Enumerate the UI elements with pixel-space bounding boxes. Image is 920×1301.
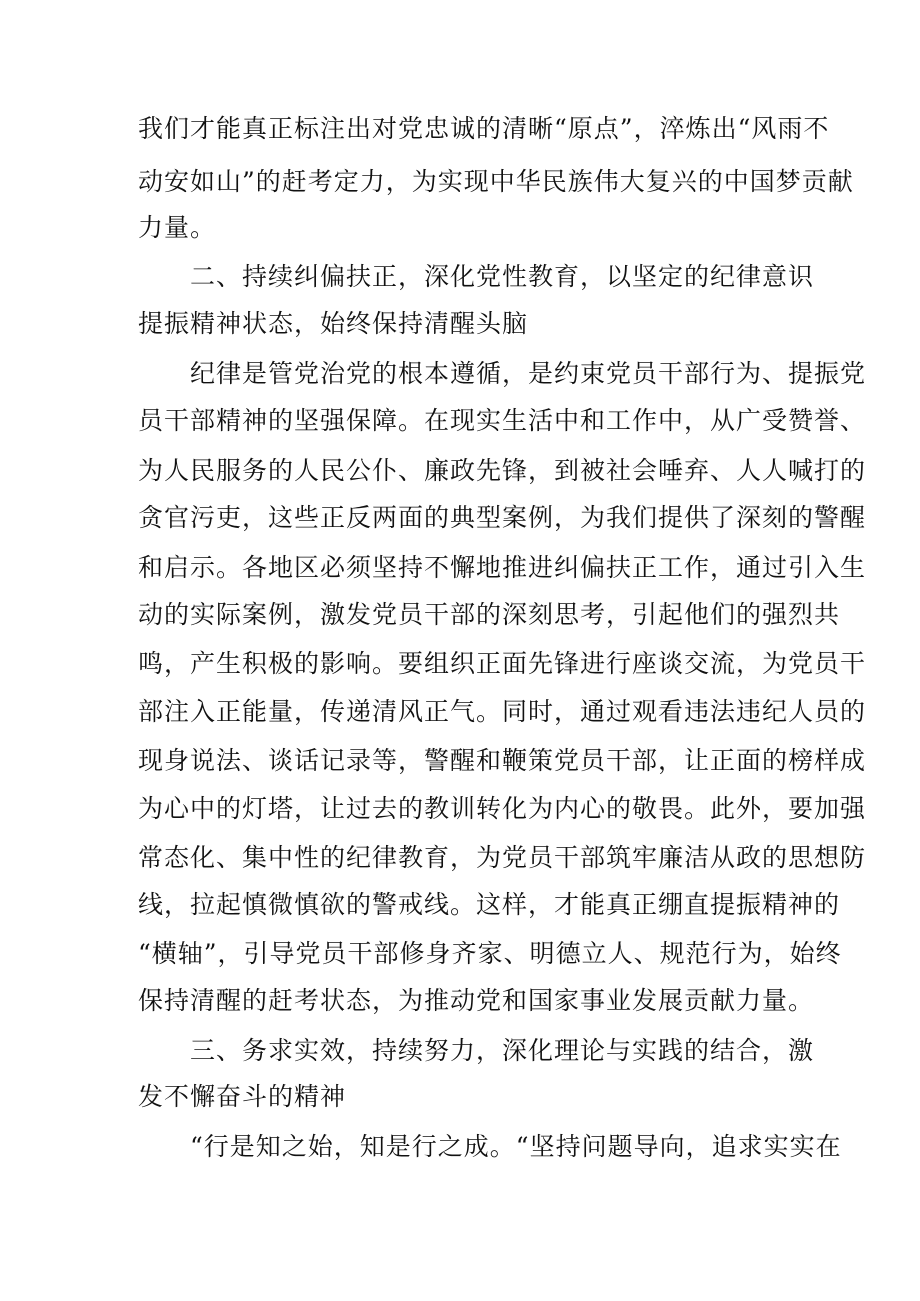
section-heading-continued: 提振精神状态，始终保持清醒头脑 bbox=[138, 309, 529, 338]
text-line: 力量。 bbox=[138, 213, 217, 242]
section-heading-continued: 发不懈奋斗的精神 bbox=[138, 1082, 347, 1111]
text-line: 常态化、集中性的纪律教育，为党员干部筑牢廉洁从政的思想防 bbox=[138, 843, 867, 872]
paragraph-start: “行是知之始，知是行之成。“坚持问题导向，追求实实在 bbox=[190, 1132, 842, 1161]
text-line: 和启示。各地区必须坚持不懈地推进纠偏扶正工作，通过引入生 bbox=[138, 553, 867, 582]
text-line: 动安如山”的赶考定力，为实现中华民族伟大复兴的中国梦贡献 bbox=[138, 167, 854, 196]
text-line: 部注入正能量，传递清风正气。同时，通过观看违法违纪人员的 bbox=[138, 697, 867, 726]
text-line: 贪官污吏，这些正反两面的典型案例，为我们提供了深刻的警醒 bbox=[138, 503, 867, 532]
text-line: 为心中的灯塔，让过去的教训转化为内心的敬畏。此外，要加强 bbox=[138, 794, 867, 823]
text-line: 保持清醒的赶考状态，为推动党和国家事业发展贡献力量。 bbox=[138, 986, 815, 1015]
text-line: 动的实际案例，激发党员干部的深刻思考，引起他们的强烈共 bbox=[138, 600, 841, 629]
text-line: 现身说法、谈话记录等，警醒和鞭策党员干部，让正面的榜样成 bbox=[138, 746, 867, 775]
section-heading: 二、持续纠偏扶正，深化党性教育，以坚定的纪律意识 bbox=[190, 262, 815, 291]
text-line: “横轴”，引导党员干部修身齐家、明德立人、规范行为，始终 bbox=[138, 939, 842, 968]
text-line: 员干部精神的坚强保障。在现实生活中和工作中，从广受赞誉、 bbox=[138, 406, 867, 435]
text-line: 鸣，产生积极的影响。要组织正面先锋进行座谈交流，为党员干 bbox=[138, 649, 867, 678]
text-line: 我们才能真正标注出对党忠诚的清晰“原点”，淬炼出“风雨不 bbox=[138, 114, 830, 143]
section-heading: 三、务求实效，持续努力，深化理论与实践的结合，激 bbox=[190, 1036, 815, 1065]
paragraph-start: 纪律是管党治党的根本遵循，是约束党员干部行为、提振党 bbox=[190, 359, 867, 388]
text-line: 线，拉起慎微慎欲的警戒线。这样，才能真正绷直提振精神的 bbox=[138, 890, 841, 919]
text-line: 为人民服务的人民公仆、廉政先锋，到被社会唾弃、人人喊打的 bbox=[138, 456, 867, 485]
